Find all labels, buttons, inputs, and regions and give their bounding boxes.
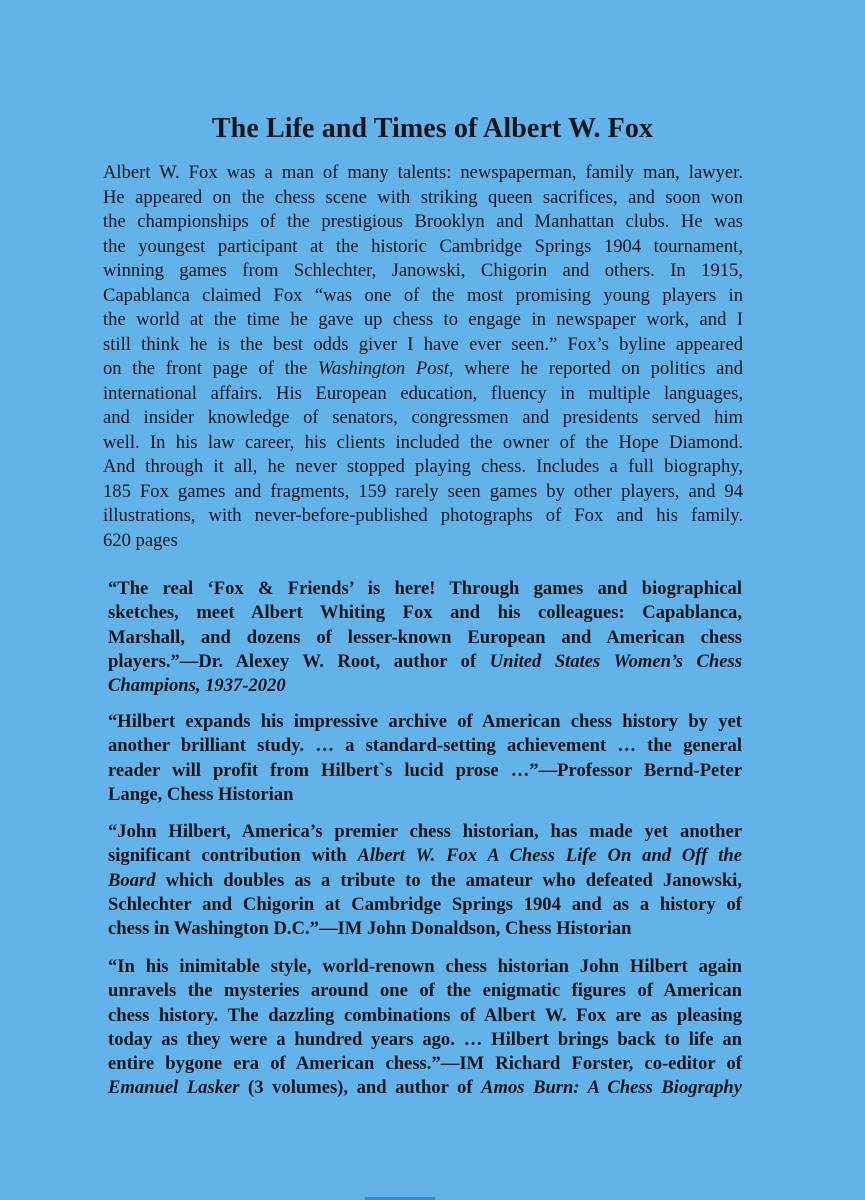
description-line: And through it all, he never stopped playing chess. Includes a full biography, [103, 456, 743, 477]
book-title: Albert W. Fox A Chess Life On and Off the [357, 845, 742, 867]
testimonial-lange [108, 710, 742, 807]
quote-line: sketches, meet Albert Whiting Fox and his colleagues: Capablanca, [108, 602, 742, 624]
description-line: winning games from Schlechter, Janowski, Chigorin and others. In 1915, [103, 260, 743, 281]
description-line: still think he is the best odds giver I have ever seen.” Fox’s byline appeared [103, 333, 743, 355]
testimonial-donaldson [108, 820, 742, 941]
description-line: and insider knowledge of senators, congressmen and presidents served him [103, 407, 743, 428]
page-title: The Life and Times of Albert W. Fox [211, 113, 654, 144]
quote-line: entire bygone era of American chess.”—IM Richard Forster, co-editor of [108, 1053, 742, 1075]
quote-text: players.”—Dr. Alexey W. Root, author of [108, 650, 490, 672]
description-text: on the front page of the [103, 358, 319, 379]
quote-line: “John Hilbert, America’s premier chess historian, has made yet another [108, 821, 742, 842]
quote-line: Lange, Chess Historian [108, 783, 294, 805]
book-title: Amos Burn: A Chess Biography [481, 1077, 742, 1099]
description-line: the world at the time he gave up chess to engage in newspaper work, and I [103, 309, 743, 330]
quote-text: which doubles as a tribute to the amateur who defeated Janowski, [155, 869, 742, 891]
description-line: 185 Fox games and fragments, 159 rarely seen games by other players, and 94 [103, 480, 743, 502]
quote-line [108, 674, 742, 698]
quote-line: today as they were a hundred years ago. … Hilbert brings back to life an [108, 1028, 742, 1050]
quote-line: “In his inimitable style, world-renown chess historian John Hilbert again [108, 956, 742, 977]
quote-line: Schlechter and Chigorin at Cambridge Springs 1904 and as a history of [108, 893, 742, 915]
quote-text: (3 volumes), and author of [239, 1077, 482, 1099]
description-line: international affairs. His European education, fluency in multiple languages, [103, 382, 743, 404]
page-count: 620 pages [103, 529, 178, 551]
description-line: illustrations, with never-before-published photographs of Fox and his family. [103, 505, 743, 526]
description-text: , where he reported on politics and [448, 358, 743, 379]
description-line [103, 357, 743, 382]
quote-line [108, 844, 742, 868]
quote-line: chess history. The dazzling combinations of Albert W. Fox are as pleasing [108, 1004, 742, 1026]
quote-line: Marshall, and dozens of lesser-known European and American chess [108, 626, 742, 648]
quote-line [108, 1076, 742, 1100]
newspaper-title: Washington Post [318, 358, 449, 379]
quote-line [108, 650, 742, 674]
quote-line: another brilliant study. … a standard-setting achievement … the general [108, 735, 742, 757]
quote-line: reader will profit from Hilbert`s lucid prose …”—Professor Bernd-Peter [108, 759, 742, 781]
quote-line [108, 869, 742, 893]
description-line: well. In his law career, his clients included the owner of the Hope Diamond. [103, 431, 743, 453]
book-title: United States Women’s Chess [489, 650, 742, 672]
quote-line: chess in Washington D.C.”—IM John Donaldson, Chess Historian [108, 918, 632, 940]
quote-line: unravels the mysteries around one of the enigmatic figures of American [108, 980, 742, 1002]
quote-line: “The real ‘Fox & Friends’ is here! Through games and biographical [108, 578, 742, 599]
book-title: Board [108, 869, 156, 891]
description-line: Albert W. Fox was a man of many talents: newspaperman, family man, lawyer. [103, 162, 743, 183]
book-title: Champions, 1937-2020 [108, 675, 286, 697]
description-line: the championships of the prestigious Brooklyn and Manhattan clubs. He was [103, 211, 743, 232]
description-line: He appeared on the chess scene with striking queen sacrifices, and soon won [103, 186, 743, 208]
book-title: Emanuel Lasker [108, 1077, 240, 1099]
quote-text: significant contribution with [108, 845, 358, 867]
testimonial-forster [108, 955, 742, 1101]
testimonial-root [108, 577, 742, 698]
quote-line: “Hilbert expands his impressive archive of American chess history by yet [108, 711, 742, 732]
description-paragraph [103, 161, 743, 553]
description-line: the youngest participant at the historic Cambridge Springs 1904 tournament, [103, 235, 743, 257]
description-line: Capablanca claimed Fox “was one of the most promising young players in [103, 284, 743, 306]
